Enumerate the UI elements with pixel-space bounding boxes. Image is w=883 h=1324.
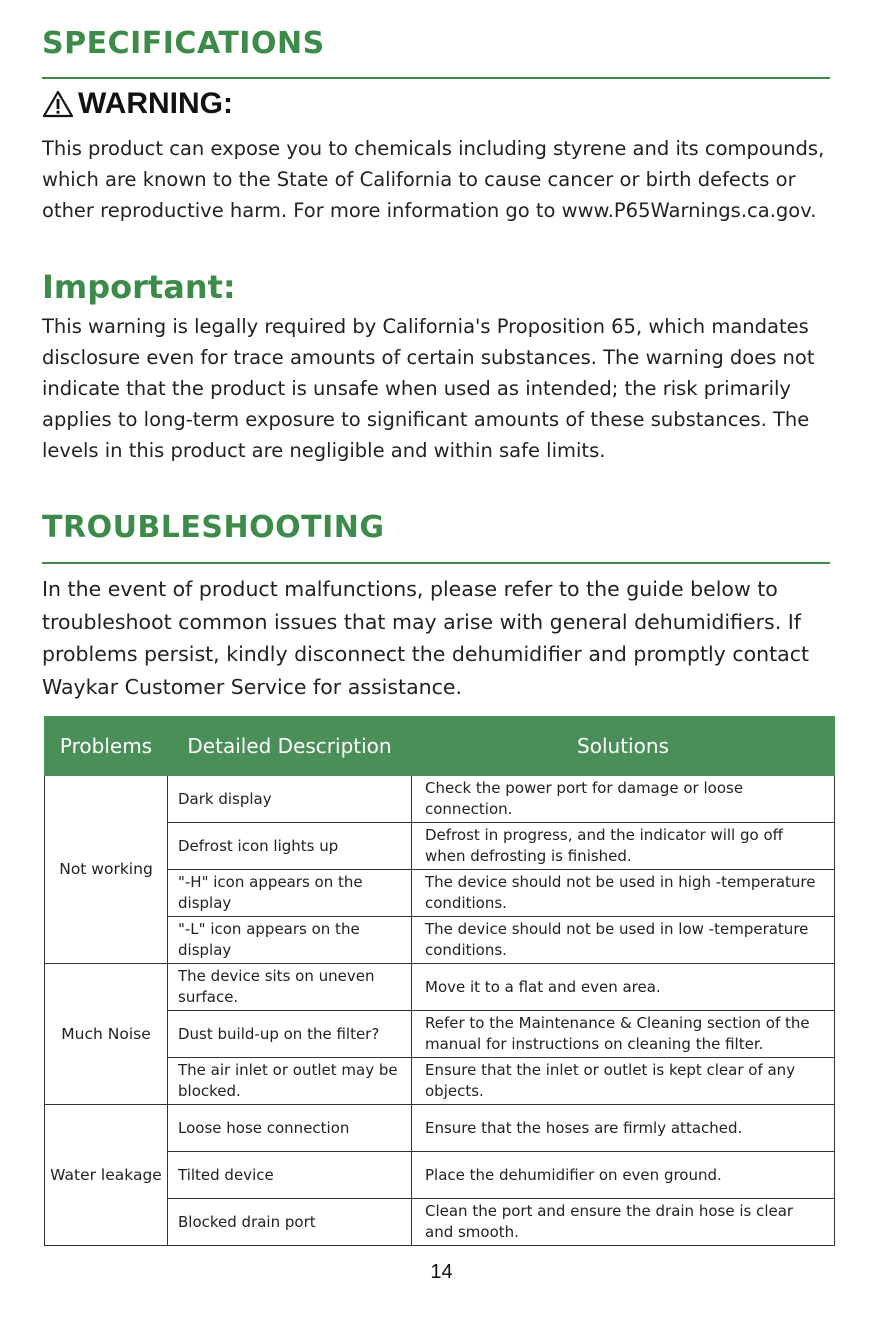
warning-triangle-icon bbox=[42, 90, 74, 118]
solution-cell: The device should not be used in high -temperature conditions. bbox=[412, 870, 835, 917]
column-header-description: Detailed Description bbox=[168, 717, 412, 776]
description-cell: The device sits on uneven surface. bbox=[168, 964, 412, 1011]
description-cell: Defrost icon lights up bbox=[168, 823, 412, 870]
important-text: This warning is legally required by California's Proposition 65, which mandates disclosure even for trace amounts of certain substances. The warning does not indicate that the product is unsafe when used as intended; the risk primarily applies to long-term exposure to significant amounts of these substances. The levels in this product are negligible and within safe limits. bbox=[42, 315, 815, 462]
solution-cell: The device should not be used in low -temperature conditions. bbox=[412, 917, 835, 964]
important-heading: Important: bbox=[42, 268, 236, 306]
description-cell: Loose hose connection bbox=[168, 1105, 412, 1152]
specifications-heading: SPECIFICATIONS bbox=[42, 26, 325, 61]
page-number: 14 bbox=[430, 1261, 453, 1283]
solution-cell: Ensure that the inlet or outlet is kept clear of any objects. bbox=[412, 1058, 835, 1105]
column-header-solutions: Solutions bbox=[412, 717, 835, 776]
solution-cell: Move it to a flat and even area. bbox=[412, 964, 835, 1011]
description-cell: Dark display bbox=[168, 776, 412, 823]
solution-cell: Refer to the Maintenance & Cleaning section of the manual for instructions on cleaning the filter. bbox=[412, 1011, 835, 1058]
section-divider bbox=[42, 562, 830, 564]
table-row bbox=[45, 776, 835, 823]
section-divider bbox=[42, 77, 830, 79]
problem-cell: Not working bbox=[45, 776, 168, 964]
description-cell: "-H" icon appears on the display bbox=[168, 870, 412, 917]
description-cell: Tilted device bbox=[168, 1152, 412, 1199]
description-cell: Dust build-up on the filter? bbox=[168, 1011, 412, 1058]
warning-title: WARNING: bbox=[78, 87, 233, 120]
table-row bbox=[45, 1105, 835, 1152]
troubleshooting-table bbox=[44, 716, 835, 1246]
solution-cell: Place the dehumidifier on even ground. bbox=[412, 1152, 835, 1199]
warning-header bbox=[42, 87, 233, 121]
description-cell: Blocked drain port bbox=[168, 1199, 412, 1246]
description-cell: "-L" icon appears on the display bbox=[168, 917, 412, 964]
solution-cell: Clean the port and ensure the drain hose is clear and smooth. bbox=[412, 1199, 835, 1246]
troubleshooting-heading: TROUBLESHOOTING bbox=[42, 510, 385, 545]
table-row bbox=[45, 964, 835, 1011]
column-header-problems: Problems bbox=[45, 717, 168, 776]
problem-cell: Water leakage bbox=[45, 1105, 168, 1246]
description-cell: The air inlet or outlet may be blocked. bbox=[168, 1058, 412, 1105]
table-header-row bbox=[45, 717, 835, 776]
warning-text: This product can expose you to chemicals including styrene and its compounds, which are known to the State of California to cause cancer or birth defects or other reproductive harm. For more information go to www.P65Warnings.ca.gov. bbox=[42, 137, 825, 222]
troubleshooting-intro: In the event of product malfunctions, please refer to the guide below to troubleshoot common issues that may arise with general dehumidifiers. If problems persist, kindly disconnect the dehumidifier and promptly contact Waykar Customer Service for assistance. bbox=[42, 577, 810, 699]
solution-cell: Defrost in progress, and the indicator will go off when defrosting is finished. bbox=[412, 823, 835, 870]
problem-cell: Much Noise bbox=[45, 964, 168, 1105]
solution-cell: Ensure that the hoses are firmly attached. bbox=[412, 1105, 835, 1152]
solution-cell: Check the power port for damage or loose connection. bbox=[412, 776, 835, 823]
